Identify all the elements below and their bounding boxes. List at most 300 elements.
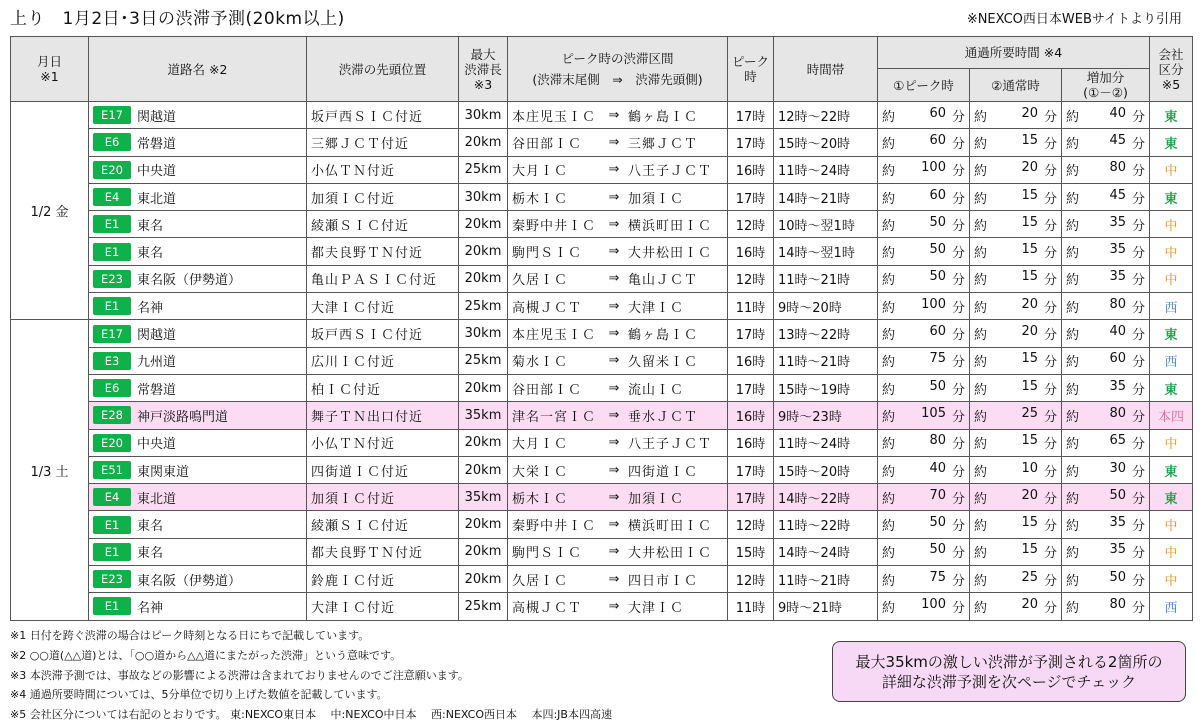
travel-increase-cell xyxy=(1062,183,1150,210)
arrow-icon: ⇒ xyxy=(608,162,620,178)
minutes-unit: 分 xyxy=(1131,464,1145,480)
peak-time-cell: 16時 xyxy=(728,429,774,456)
section-cell xyxy=(508,538,728,565)
head-position-cell: 小仏ＴＮ付近 xyxy=(307,429,459,456)
travel-normal-cell xyxy=(970,102,1062,129)
minutes-wrap xyxy=(1066,570,1145,589)
minutes-value: 50 xyxy=(929,214,946,230)
approx-label: 約 xyxy=(882,136,896,152)
peak-time-cell: 11時 xyxy=(728,593,774,620)
minutes-unit: 分 xyxy=(1131,519,1145,535)
peak-time-cell: 17時 xyxy=(728,183,774,210)
minutes-unit: 分 xyxy=(1131,355,1145,371)
section-from: 大月ＩＣ xyxy=(512,164,569,180)
arrow-icon: ⇒ xyxy=(608,189,620,205)
road-name: 東名 xyxy=(137,519,164,535)
section-to: 加須ＩＣ xyxy=(628,191,685,207)
road-cell xyxy=(89,566,307,593)
minutes-unit: 分 xyxy=(1043,409,1057,425)
minutes-unit: 分 xyxy=(1043,109,1057,125)
approx-label: 約 xyxy=(882,573,896,589)
approx-label: 約 xyxy=(974,109,988,125)
peak-time-cell: 17時 xyxy=(728,484,774,511)
table-row xyxy=(11,402,1193,429)
section-from: 駒門ＳＩＣ xyxy=(512,246,583,262)
head-position-cell: 大津ＩＣ付近 xyxy=(307,593,459,620)
travel-increase-cell xyxy=(1062,429,1150,456)
page-title: 上り 1月2日･3日の渋滞予測(20km以上) xyxy=(10,9,345,29)
company-cell: 東 xyxy=(1150,320,1193,347)
peak-time-cell: 12時 xyxy=(728,211,774,238)
approx-label: 約 xyxy=(974,136,988,152)
minutes-wrap xyxy=(882,406,965,425)
minutes-wrap xyxy=(1066,406,1145,425)
arrow-icon: ⇒ xyxy=(608,462,620,478)
arrow-icon: ⇒ xyxy=(608,598,620,614)
minutes-value: 50 xyxy=(929,269,946,285)
route-number-badge: E1 xyxy=(93,543,131,561)
peak-time-cell: 15時 xyxy=(728,538,774,565)
minutes-wrap xyxy=(1066,242,1145,261)
header-max-length: 最大 渋滞長 ※3 xyxy=(459,37,508,102)
road-name: 中央道 xyxy=(137,437,177,453)
approx-label: 約 xyxy=(1066,191,1080,207)
approx-label: 約 xyxy=(974,600,988,616)
table-row xyxy=(11,156,1193,183)
section-to: 垂水ＪＣＴ xyxy=(628,409,699,425)
arrow-icon: ⇒ xyxy=(608,544,620,560)
header-peak-time: ピーク 時 xyxy=(728,37,774,102)
minutes-value: 25 xyxy=(1021,569,1038,585)
road-name: 東北道 xyxy=(137,491,177,507)
travel-increase-cell xyxy=(1062,211,1150,238)
approx-label: 約 xyxy=(974,519,988,535)
minutes-wrap xyxy=(882,570,965,589)
arrow-icon: ⇒ xyxy=(608,407,620,423)
minutes-unit: 分 xyxy=(1043,382,1057,398)
road-cell xyxy=(89,320,307,347)
approx-label: 約 xyxy=(882,491,896,507)
section-wrap xyxy=(512,433,723,452)
approx-label: 約 xyxy=(1066,328,1080,344)
approx-label: 約 xyxy=(974,328,988,344)
minutes-unit: 分 xyxy=(1043,437,1057,453)
road-cell xyxy=(89,238,307,265)
peak-time-cell: 17時 xyxy=(728,102,774,129)
travel-normal-cell xyxy=(970,374,1062,401)
minutes-unit: 分 xyxy=(1131,491,1145,507)
header-travel-peak: ①ピーク時 xyxy=(878,69,970,102)
section-wrap xyxy=(512,106,723,125)
approx-label: 約 xyxy=(882,273,896,289)
company-cell: 中 xyxy=(1150,511,1193,538)
head-position-cell: 都夫良野ＴＮ付近 xyxy=(307,538,459,565)
minutes-wrap xyxy=(974,106,1057,125)
road-cell xyxy=(89,374,307,401)
minutes-value: 15 xyxy=(1021,515,1038,531)
approx-label: 約 xyxy=(1066,136,1080,152)
route-number-badge: E20 xyxy=(93,434,131,452)
time-band-cell: 11時～22時 xyxy=(774,511,878,538)
minutes-wrap xyxy=(974,160,1057,179)
road-cell xyxy=(89,293,307,320)
section-to: 大津ＩＣ xyxy=(628,300,685,316)
approx-label: 約 xyxy=(1066,355,1080,371)
minutes-unit: 分 xyxy=(1131,300,1145,316)
minutes-wrap xyxy=(882,542,965,561)
table-row xyxy=(11,238,1193,265)
route-number-badge: E20 xyxy=(93,161,131,179)
minutes-unit: 分 xyxy=(1043,491,1057,507)
travel-peak-cell xyxy=(878,566,970,593)
head-position-cell: 四街道ＩＣ付近 xyxy=(307,456,459,483)
route-number-badge: E17 xyxy=(93,106,131,124)
header-travel-time: 通過所要時間 ※4 xyxy=(878,37,1150,69)
time-band-cell: 10時～翌1時 xyxy=(774,211,878,238)
minutes-wrap xyxy=(974,188,1057,207)
minutes-unit: 分 xyxy=(1131,191,1145,207)
route-number-badge: E1 xyxy=(93,243,131,261)
approx-label: 約 xyxy=(974,409,988,425)
travel-normal-cell xyxy=(970,293,1062,320)
arrow-icon: ⇒ xyxy=(608,107,620,123)
max-length-cell: 30km xyxy=(459,102,508,129)
minutes-unit: 分 xyxy=(951,600,965,616)
table-row xyxy=(11,429,1193,456)
minutes-unit: 分 xyxy=(951,355,965,371)
route-number-badge: E1 xyxy=(93,516,131,534)
time-band-cell: 13時～22時 xyxy=(774,320,878,347)
footnote-item: ※2 ○○道(△△道)とは、「○○道から△△道にまたがった渋滞」という意味です。 xyxy=(10,648,402,662)
minutes-wrap xyxy=(974,351,1057,370)
head-position-cell: 三郷ＪＣＴ付近 xyxy=(307,129,459,156)
route-number-badge: E6 xyxy=(93,133,131,151)
section-wrap xyxy=(512,542,723,561)
route-number-badge: E28 xyxy=(93,406,131,424)
head-position-cell: 舞子ＴＮ出口付近 xyxy=(307,402,459,429)
travel-peak-cell xyxy=(878,102,970,129)
road-cell xyxy=(89,593,307,620)
section-wrap xyxy=(512,406,723,425)
section-wrap xyxy=(512,242,723,261)
minutes-wrap xyxy=(1066,215,1145,234)
minutes-unit: 分 xyxy=(1043,464,1057,480)
road-cell xyxy=(89,156,307,183)
time-band-cell: 14時～24時 xyxy=(774,538,878,565)
travel-peak-cell xyxy=(878,320,970,347)
road-name: 関越道 xyxy=(137,109,177,125)
arrow-icon: ⇒ xyxy=(608,271,620,287)
minutes-unit: 分 xyxy=(1131,409,1145,425)
table-row xyxy=(11,484,1193,511)
minutes-value: 35 xyxy=(1109,242,1126,258)
section-cell xyxy=(508,320,728,347)
section-wrap xyxy=(512,215,723,234)
minutes-wrap xyxy=(974,597,1057,616)
travel-increase-cell xyxy=(1062,484,1150,511)
section-from: 大月ＩＣ xyxy=(512,437,569,453)
section-to: 加須ＩＣ xyxy=(628,491,685,507)
travel-peak-cell xyxy=(878,429,970,456)
minutes-wrap xyxy=(882,215,965,234)
head-position-cell: 綾瀬ＳＩＣ付近 xyxy=(307,511,459,538)
minutes-wrap xyxy=(974,269,1057,288)
head-position-cell: 加須ＩＣ付近 xyxy=(307,183,459,210)
table-row xyxy=(11,183,1193,210)
road-name: 常磐道 xyxy=(137,136,177,152)
company-cell: 中 xyxy=(1150,156,1193,183)
section-to: 八王子ＪＣＴ xyxy=(628,164,713,180)
section-wrap xyxy=(512,597,723,616)
source-note: ※NEXCO西日本WEBサイトより引用 xyxy=(966,12,1182,27)
section-wrap xyxy=(512,324,723,343)
company-cell: 中 xyxy=(1150,566,1193,593)
minutes-value: 15 xyxy=(1021,542,1038,558)
minutes-value: 15 xyxy=(1021,378,1038,394)
max-length-cell: 20km xyxy=(459,511,508,538)
section-to: 大井松田ＩＣ xyxy=(628,546,713,562)
peak-time-cell: 12時 xyxy=(728,511,774,538)
minutes-value: 100 xyxy=(921,160,946,176)
route-number-badge: E4 xyxy=(93,188,131,206)
head-position-cell: 大津ＩＣ付近 xyxy=(307,293,459,320)
minutes-unit: 分 xyxy=(1043,600,1057,616)
approx-label: 約 xyxy=(974,464,988,480)
minutes-value: 50 xyxy=(1109,487,1126,503)
road-name: 東名 xyxy=(137,246,164,262)
max-length-cell: 35km xyxy=(459,484,508,511)
time-band-cell: 14時～22時 xyxy=(774,484,878,511)
approx-label: 約 xyxy=(1066,464,1080,480)
travel-peak-cell xyxy=(878,238,970,265)
minutes-unit: 分 xyxy=(951,519,965,535)
minutes-unit: 分 xyxy=(1043,328,1057,344)
company-cell: 中 xyxy=(1150,238,1193,265)
company-cell: 東 xyxy=(1150,374,1193,401)
peak-time-cell: 16時 xyxy=(728,238,774,265)
section-wrap xyxy=(512,297,723,316)
time-band-cell: 15時～20時 xyxy=(774,129,878,156)
minutes-value: 15 xyxy=(1021,269,1038,285)
approx-label: 約 xyxy=(974,218,988,234)
road-name: 名神 xyxy=(137,300,164,316)
table-row xyxy=(11,511,1193,538)
time-band-cell: 11時～21時 xyxy=(774,566,878,593)
minutes-unit: 分 xyxy=(1043,164,1057,180)
section-from: 菊水ＩＣ xyxy=(512,355,569,371)
road-name: 東名 xyxy=(137,546,164,562)
road-cell xyxy=(89,102,307,129)
section-from: 栃木ＩＣ xyxy=(512,191,569,207)
travel-normal-cell xyxy=(970,566,1062,593)
section-cell xyxy=(508,102,728,129)
travel-normal-cell xyxy=(970,402,1062,429)
company-cell: 西 xyxy=(1150,293,1193,320)
minutes-value: 80 xyxy=(929,433,946,449)
section-wrap xyxy=(512,461,723,480)
section-wrap xyxy=(512,570,723,589)
minutes-unit: 分 xyxy=(1131,109,1145,125)
time-band-cell: 9時～23時 xyxy=(774,402,878,429)
minutes-wrap xyxy=(882,106,965,125)
travel-increase-cell xyxy=(1062,374,1150,401)
route-number-badge: E23 xyxy=(93,270,131,288)
header-peak-section-title: ピーク時の渋滞区間 xyxy=(561,51,674,66)
travel-normal-cell xyxy=(970,211,1062,238)
section-cell xyxy=(508,511,728,538)
travel-increase-cell xyxy=(1062,511,1150,538)
minutes-wrap xyxy=(974,324,1057,343)
road-name: 中央道 xyxy=(137,164,177,180)
minutes-unit: 分 xyxy=(1131,437,1145,453)
travel-normal-cell xyxy=(970,511,1062,538)
route-number-badge: E6 xyxy=(93,379,131,397)
minutes-unit: 分 xyxy=(951,382,965,398)
minutes-wrap xyxy=(974,379,1057,398)
minutes-value: 10 xyxy=(1021,460,1038,476)
section-wrap xyxy=(512,488,723,507)
road-cell xyxy=(89,129,307,156)
minutes-wrap xyxy=(1066,379,1145,398)
minutes-value: 80 xyxy=(1109,296,1126,312)
minutes-unit: 分 xyxy=(1131,273,1145,289)
minutes-wrap xyxy=(1066,297,1145,316)
minutes-wrap xyxy=(882,133,965,152)
minutes-value: 20 xyxy=(1021,160,1038,176)
minutes-value: 40 xyxy=(929,460,946,476)
minutes-wrap xyxy=(974,215,1057,234)
minutes-unit: 分 xyxy=(1043,191,1057,207)
minutes-value: 60 xyxy=(929,105,946,121)
peak-time-cell: 16時 xyxy=(728,402,774,429)
table-row xyxy=(11,102,1193,129)
time-band-cell: 11時～21時 xyxy=(774,265,878,292)
travel-peak-cell xyxy=(878,293,970,320)
footnote-item: ※3 本渋滞予測では、事故などの影響による渋滞は含まれておりませんのでご注意願います。 xyxy=(10,668,469,682)
head-position-cell: 坂戸西ＳＩＣ付近 xyxy=(307,320,459,347)
minutes-value: 50 xyxy=(929,542,946,558)
peak-time-cell: 16時 xyxy=(728,347,774,374)
section-to: 亀山ＪＣＴ xyxy=(628,273,699,289)
minutes-value: 50 xyxy=(929,242,946,258)
travel-peak-cell xyxy=(878,265,970,292)
minutes-unit: 分 xyxy=(951,273,965,289)
head-position-cell: 綾瀬ＳＩＣ付近 xyxy=(307,211,459,238)
minutes-wrap xyxy=(974,461,1057,480)
minutes-wrap xyxy=(974,297,1057,316)
section-from: 駒門ＳＩＣ xyxy=(512,546,583,562)
road-cell xyxy=(89,484,307,511)
minutes-wrap xyxy=(1066,351,1145,370)
minutes-value: 40 xyxy=(1109,105,1126,121)
travel-peak-cell xyxy=(878,129,970,156)
peak-time-cell: 17時 xyxy=(728,374,774,401)
minutes-unit: 分 xyxy=(951,300,965,316)
section-to: 鶴ヶ島ＩＣ xyxy=(628,109,699,125)
road-name: 名神 xyxy=(137,600,164,616)
time-band-cell: 15時～19時 xyxy=(774,374,878,401)
minutes-unit: 分 xyxy=(1131,164,1145,180)
section-from: 谷田部ＩＣ xyxy=(512,136,583,152)
date-cell: 1/2 金 xyxy=(11,102,89,320)
minutes-value: 35 xyxy=(1109,542,1126,558)
header-company: 会社 区分 ※5 xyxy=(1150,37,1193,102)
travel-normal-cell xyxy=(970,538,1062,565)
max-length-cell: 30km xyxy=(459,320,508,347)
time-band-cell: 11時～24時 xyxy=(774,429,878,456)
section-from: 久居ＩＣ xyxy=(512,573,569,589)
approx-label: 約 xyxy=(1066,600,1080,616)
travel-normal-cell xyxy=(970,347,1062,374)
section-cell xyxy=(508,374,728,401)
peak-time-cell: 12時 xyxy=(728,265,774,292)
approx-label: 約 xyxy=(882,109,896,125)
approx-label: 約 xyxy=(882,355,896,371)
minutes-wrap xyxy=(974,542,1057,561)
minutes-unit: 分 xyxy=(951,491,965,507)
approx-label: 約 xyxy=(974,191,988,207)
minutes-wrap xyxy=(882,379,965,398)
minutes-wrap xyxy=(1066,106,1145,125)
approx-label: 約 xyxy=(1066,409,1080,425)
section-from: 本庄児玉ＩＣ xyxy=(512,109,597,125)
minutes-value: 50 xyxy=(929,515,946,531)
callout-box[interactable] xyxy=(832,641,1186,702)
table-row xyxy=(11,320,1193,347)
route-number-badge: E4 xyxy=(93,488,131,506)
travel-normal-cell xyxy=(970,183,1062,210)
callout-line-1: 最大35kmの激しい渋滞が予測される2箇所の xyxy=(855,652,1163,671)
minutes-value: 50 xyxy=(1109,569,1126,585)
approx-label: 約 xyxy=(1066,218,1080,234)
minutes-unit: 分 xyxy=(1131,546,1145,562)
table-row xyxy=(11,293,1193,320)
minutes-value: 60 xyxy=(1109,351,1126,367)
table-row xyxy=(11,374,1193,401)
road-name: 東名阪（伊勢道） xyxy=(137,273,242,289)
travel-increase-cell xyxy=(1062,538,1150,565)
travel-normal-cell xyxy=(970,238,1062,265)
approx-label: 約 xyxy=(974,273,988,289)
section-wrap xyxy=(512,515,723,534)
footnote-item: ※1 日付を跨ぐ渋滞の場合はピーク時刻となる日にちで記載しています。 xyxy=(10,629,370,642)
minutes-value: 20 xyxy=(1021,487,1038,503)
minutes-wrap xyxy=(974,406,1057,425)
travel-increase-cell xyxy=(1062,456,1150,483)
section-cell xyxy=(508,265,728,292)
travel-normal-cell xyxy=(970,320,1062,347)
arrow-icon: ⇒ xyxy=(608,353,620,369)
travel-peak-cell xyxy=(878,593,970,620)
route-number-badge: E3 xyxy=(93,352,131,370)
minutes-unit: 分 xyxy=(951,218,965,234)
company-cell: 中 xyxy=(1150,429,1193,456)
minutes-wrap xyxy=(1066,160,1145,179)
minutes-unit: 分 xyxy=(1131,382,1145,398)
header-head-position: 渋滞の先頭位置 xyxy=(307,37,459,102)
route-number-badge: E17 xyxy=(93,325,131,343)
road-cell xyxy=(89,456,307,483)
minutes-value: 25 xyxy=(1021,405,1038,421)
approx-label: 約 xyxy=(974,573,988,589)
approx-label: 約 xyxy=(882,409,896,425)
approx-label: 約 xyxy=(974,546,988,562)
approx-label: 約 xyxy=(882,600,896,616)
footnote-item: ※5 会社区分については右記のとおりです。 東:NEXCO東日本 中:NEXCO中日本 西:NEXCO西日本 本四:JB本四高速 xyxy=(10,708,612,722)
travel-peak-cell xyxy=(878,374,970,401)
route-number-badge: E1 xyxy=(93,597,131,615)
travel-increase-cell xyxy=(1062,320,1150,347)
